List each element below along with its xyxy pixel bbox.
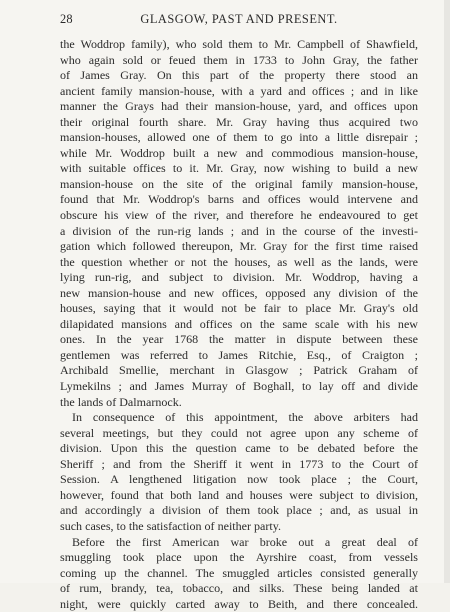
text-line: coming up the channel. The smuggled articles consisted generally [60,566,418,582]
text-line: such cases, to the satisfaction of neither party. [60,519,418,535]
text-line: smuggling took place upon the Ayrshire coast, from vessels [60,550,418,566]
body-text [60,37,418,612]
text-line: the question whether or not the houses, as well as the lands, were [60,255,418,271]
text-line: ancient family mansion-house, with a yard and offices ; and in like [60,84,418,100]
text-line: obscure his view of the river, and therefore he endeavoured to get [60,208,418,224]
paragraph [60,37,418,410]
text-line: the lands of Dalmarnock. [60,395,418,411]
text-line: mansion-houses, allowed one of them to go into a little disrepair ; [60,130,418,146]
text-line: a division of the run-rig lands ; and in the course of the investi- [60,224,418,240]
text-line: Sheriff ; and from the Sheriff it went in 1773 to the Court of [60,457,418,473]
running-title: GLASGOW, PAST AND PRESENT. [60,11,418,27]
text-line: while Mr. Woddrop built a new and commodious mansion-house, [60,146,418,162]
text-line: who again sold or feued them in 1733 to John Gray, the father [60,53,418,69]
text-line: their original fourth share. Mr. Gray having thus acquired two [60,115,418,131]
text-line: ones. In the year 1768 the matter in dispute between these [60,332,418,348]
text-line: of rum, brandy, tea, tobacco, and silks. These being landed at [60,581,418,597]
text-line: the Woddrop family), who sold them to Mr. Campbell of Shawfield, [60,37,418,53]
text-line: found that Mr. Woddrop's barns and offices would intervene and [60,192,418,208]
text-line: division. Upon this the question came to be debated before the [60,441,418,457]
text-line: Archibald Smellie, merchant in Glasgow ; Patrick Graham of [60,363,418,379]
text-line: new mansion-house and new offices, opposed any division of the [60,286,418,302]
text-line: Before the first American war broke out a great deal of [60,535,418,551]
paragraph [60,410,418,534]
text-line: mansion-house on the site of the original family mansion-house, [60,177,418,193]
text-line: dilapidated mansions and offices on the same scale with his new [60,317,418,333]
text-line: night, were quickly carted away to Beith, and there concealed. [60,597,418,612]
text-line: Lymekilns ; and James Murray of Boghall, to lay off and divide [60,379,418,395]
text-line: with suitable offices to it. Mr. Gray, now wishing to build a new [60,161,418,177]
text-line: gentlemen was referred to James Ritchie, Esq., of Craigton ; [60,348,418,364]
text-line: of James Gray. On this part of the property there stood an [60,68,418,84]
text-line: houses, saying that it would not be fair to place Mr. Gray's old [60,301,418,317]
text-line: gation which followed thereupon, Mr. Gray for the first time raised [60,239,418,255]
text-line: Session. A lengthened litigation now took place ; the Court, [60,472,418,488]
text-line: however, found that both land and houses were subject to division, [60,488,418,504]
paragraph [60,535,418,612]
text-line: manner the Grays had their mansion-house, yard, and offices upon [60,99,418,115]
text-line: lying run-rig, and subject to division. Mr. Woddrop, having a [60,270,418,286]
page-number: 28 [60,11,73,27]
text-line: and accordingly a division of them took place ; and, as usual in [60,503,418,519]
text-line: several meetings, but they could not agree upon any scheme of [60,426,418,442]
text-line: In consequence of this appointment, the above arbiters had [60,410,418,426]
running-head [60,11,418,27]
